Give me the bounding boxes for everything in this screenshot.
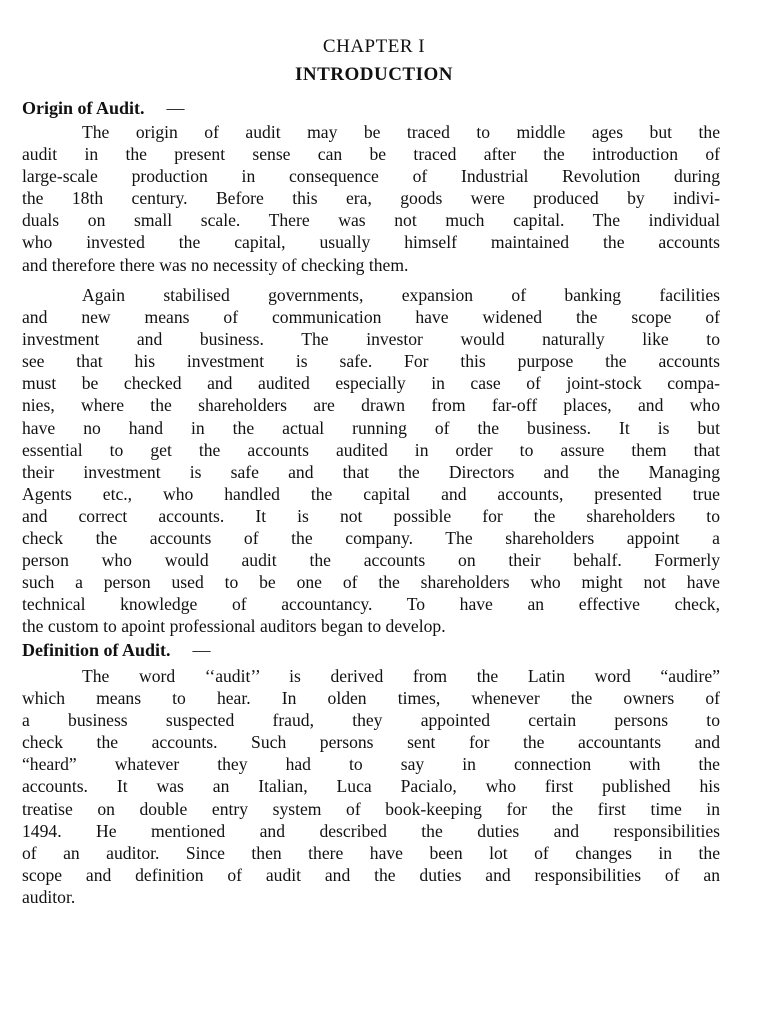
heading-dash: —	[166, 98, 185, 118]
paragraph-origin-1	[22, 121, 720, 276]
text-line: the 18th century. Before this era, goods were produced by indivi-	[22, 188, 720, 209]
heading-dash: —	[192, 640, 211, 660]
text-line: check the accounts of the company. The shareholders appoint a	[22, 528, 720, 549]
text-line: person who would audit the accounts on their behalf. Formerly	[22, 550, 720, 571]
paragraph-origin-2	[22, 284, 720, 638]
text-line: “heard” whatever they had to say in connection with the	[22, 754, 720, 775]
text-line: scope and definition of audit and the duties and responsibilities of an	[22, 864, 720, 885]
text-line: accounts. It was an Italian, Luca Pacialo, who first published his	[22, 776, 720, 797]
text-line: see that his investment is safe. For this purpose the accounts	[22, 351, 720, 372]
text-line: technical knowledge of accountancy. To have an effective check,	[22, 594, 720, 615]
text-line: audit in the present sense can be traced after the introduction of	[22, 144, 720, 165]
text-line: large-scale production in consequence of Industrial Revolution during	[22, 166, 720, 187]
section-heading-text: Origin of Audit.	[22, 98, 145, 118]
paragraph-definition-1	[22, 665, 720, 908]
text-line: and correct accounts. It is not possible for the shareholders to	[22, 505, 720, 526]
text-line: auditor.	[22, 886, 76, 907]
chapter-title: INTRODUCTION	[294, 64, 454, 85]
text-line: The origin of audit may be traced to middle ages but the	[82, 122, 720, 142]
text-line: investment and business. The investor would naturally like to	[22, 329, 720, 350]
text-line: a business suspected fraud, they appointed certain persons to	[22, 710, 720, 731]
section-heading-definition	[22, 640, 211, 661]
section-heading-text: Definition of Audit.	[22, 640, 171, 660]
text-line: 1494. He mentioned and described the duties and responsibilities	[22, 820, 720, 841]
text-line: have no hand in the actual running of the business. It is but	[22, 417, 720, 438]
text-line: Again stabilised governments, expansion of banking facilities	[82, 285, 720, 305]
text-line: essential to get the accounts audited in order to assure them that	[22, 439, 720, 460]
text-line: and new means of communication have widened the scope of	[22, 307, 720, 328]
text-line: check the accounts. Such persons sent for the accountants and	[22, 732, 720, 753]
text-line: nies, where the shareholders are drawn from far-off places, and who	[22, 395, 720, 416]
section-heading-origin	[22, 98, 185, 119]
text-line: must be checked and audited especially in case of joint-stock compa-	[22, 373, 720, 394]
text-line: which means to hear. In olden times, whenever the owners of	[22, 688, 720, 709]
text-line: duals on small scale. There was not much capital. The individual	[22, 210, 720, 231]
text-line: and therefore there was no necessity of checking them.	[22, 254, 409, 275]
text-line: treatise on double entry system of book-keeping for the first time in	[22, 798, 720, 819]
text-line: such a person used to be one of the shareholders who might not have	[22, 572, 720, 593]
text-line: who invested the capital, usually himself maintained the accounts	[22, 232, 720, 253]
text-line: Agents etc., who handled the capital and accounts, presented true	[22, 483, 720, 504]
text-line: The word ‘‘audit’’ is derived from the Latin word “audire”	[82, 666, 720, 686]
text-line: the custom to apoint professional auditors began to develop.	[22, 616, 446, 637]
chapter-number: CHAPTER I	[322, 36, 426, 57]
text-line: of an auditor. Since then there have been lot of changes in the	[22, 842, 720, 863]
text-line: their investment is safe and that the Directors and the Managing	[22, 461, 720, 482]
